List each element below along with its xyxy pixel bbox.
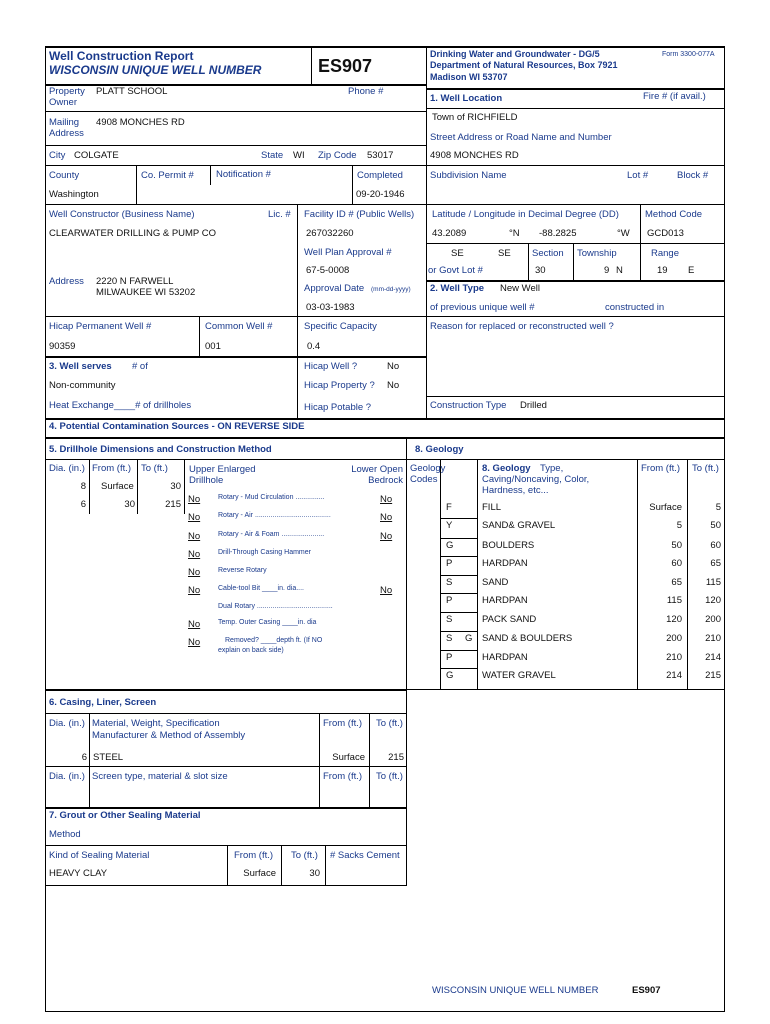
vline [210,165,211,185]
casing-col-material2: Manufacturer & Method of Assembly [92,730,246,741]
township-label: Township [577,248,617,259]
street-value: 4908 MONCHES RD [430,150,519,161]
hicap-well-value: No [387,361,400,372]
geology-row-divider [440,612,478,613]
method-label: Rotary - Air ....................................... [218,512,331,519]
hline [45,165,426,166]
hline [426,280,724,282]
method-upper: No [188,512,201,523]
constructor-address-line1: 2220 N FARWELL [96,276,174,287]
approval-value: 03-03-1983 [306,302,355,313]
report-title: Well Construction Report [49,49,194,63]
casing-row-from: Surface [332,752,365,763]
section-value: 30 [535,265,546,276]
location-title: 1. Well Location [430,93,503,104]
method-upper: No [188,549,201,560]
section-label: Section [532,248,564,259]
completed-value: 09-20-1946 [356,189,405,200]
casing-row-material: STEEL [93,752,124,763]
vline [640,243,641,280]
lic-label: Lic. # [268,209,291,220]
method-lower: No [380,512,393,523]
geology-description: HARDPAN [482,595,528,606]
geology-description: BOULDERS [482,540,535,551]
grout-title: 7. Grout or Other Sealing Material [49,810,201,821]
geology-description: HARDPAN [482,652,528,663]
grout-sacks-label: # Sacks Cement [330,850,400,861]
geology-from: 210 [666,652,682,663]
vline [281,845,282,885]
range-label: Range [651,248,679,259]
geology-to: 60 [710,540,721,551]
geology-desc-label1: Type, [540,463,564,474]
latlon-label: Latitude / Longitude in Decimal Degree (DD) [432,209,619,220]
town-value: Town of RICHFIELD [432,112,518,123]
vline [227,845,228,885]
geology-code: S [446,577,453,588]
geology-title: 8. Geology [415,444,464,455]
casing-col-to: To (ft.) [376,718,403,729]
well-type-title: 2. Well Type [430,283,485,294]
geology-from: 60 [671,558,682,569]
vline [573,243,574,280]
constructed-label: constructed in [605,302,665,313]
geology-from: 200 [666,633,682,644]
geology-to: 115 [705,577,721,588]
vline [199,316,200,356]
geology-code: S [446,633,453,644]
well-type-value: New Well [500,283,540,294]
grout-to-label: To (ft.) [291,850,318,861]
grout-to-value: 30 [309,868,320,879]
approval-format: (mm-dd-yyyy) [371,286,411,293]
geology-to: 215 [705,670,721,681]
completed-label: Completed [357,170,403,181]
casing-col-material1: Material, Weight, Specification [92,718,220,729]
drillhole-row1-to: 30 [170,481,181,492]
quarter-2: SE [498,248,511,259]
geology-row-divider [440,556,478,557]
vline [406,689,407,809]
method-label: Dual Rotary ....................................... [218,603,333,610]
hline [426,396,724,397]
geology-to: 120 [705,595,721,606]
method-label: Method Code [645,209,703,220]
hline [407,459,725,460]
vline [440,459,441,689]
city-value: COLGATE [74,150,119,161]
method-label: Rotary - Mud Circulation ............... [218,494,325,501]
phone-label: Phone # [348,86,384,97]
method-label: Cable-tool Bit ____in. dia.... [218,585,304,592]
geology-description: SAND & BOULDERS [482,633,573,644]
geology-desc-title: 8. Geology [482,463,531,474]
report-subtitle: WISCONSIN UNIQUE WELL NUMBER [49,63,262,77]
vline [640,204,641,243]
drillhole-col-dia: Dia. (in.) [49,463,85,474]
geology-description: PACK SAND [482,614,537,625]
geology-from: 120 [666,614,682,625]
hicap-property-value: No [387,380,400,391]
common-value: 001 [205,341,221,352]
geology-row-divider [440,631,478,632]
drillhole-row1-from: Surface [101,481,134,492]
casing-row-dia: 6 [81,752,87,763]
fire-label: Fire # (if avail.) [643,91,706,102]
owner-label: Owner [49,97,77,108]
hline [426,165,724,166]
geology-from: 115 [666,595,682,606]
vline [325,845,326,885]
geology-description: HARDPAN [482,558,528,569]
range-dir: E [688,265,695,276]
zip-value: 53017 [367,150,394,161]
hline [45,689,407,691]
casing-col-from: From (ft.) [323,718,363,729]
geology-description: WATER GRAVEL [482,670,556,681]
state-label: State [261,150,284,161]
casing-row-to: 215 [388,752,404,763]
well-serves-of: # of [132,361,148,372]
agency-line-2: Department of Natural Resources, Box 7921 [430,60,618,70]
well-number: ES907 [318,56,373,76]
hline [45,845,407,846]
geology-codes-label1: Geology [410,463,446,474]
casing-col-dia: Dia. (in.) [49,718,85,729]
construction-type-label: Construction Type [430,400,507,411]
geology-from: 214 [666,670,682,681]
constructor-address-line2: MILWAUKEE WI 53202 [96,287,196,298]
geology-code: F [446,502,452,513]
approval-label: Approval Date [304,283,365,294]
geology-row-divider [440,593,478,594]
vline [297,204,298,418]
well-serves-type: Non-community [49,380,116,391]
hline [45,437,725,439]
lat-value: 43.2089 [432,228,467,239]
method-upper: No [188,619,201,630]
upper-label-1: Upper Enlarged [189,464,256,475]
geology-code: G [446,670,454,681]
mailing-address-label: Address [49,128,84,139]
upper-label-2: Drillhole [189,475,224,486]
lower-label-1: Lower Open [351,464,403,475]
grout-from-label: From (ft.) [234,850,274,861]
hline [45,111,426,112]
hline [45,204,426,205]
hline [45,418,725,420]
vline [406,809,407,885]
col-divider [426,46,427,419]
title-divider [311,46,312,84]
vline [477,459,478,689]
agency-line-3: Madison WI 53707 [430,72,508,82]
drillhole-col-to: To (ft.) [141,463,168,474]
govt-lot-label: or Govt Lot # [428,265,483,276]
range-value: 19 [657,265,668,276]
zip-label: Zip Code [318,150,357,161]
geology-row-divider [440,518,478,519]
hline [426,204,724,205]
subdivision-label: Subdivision Name [430,170,507,181]
drillhole-row2-to: 215 [165,499,181,510]
method-upper: No [188,494,201,505]
heat-exchange-label: Heat Exchange____# of drillholes [49,400,192,411]
geology-to: 5 [715,502,721,513]
method-upper: No [188,531,201,542]
hicap-perm-label: Hicap Permanent Well # [49,321,152,332]
screen-col-to: To (ft.) [376,771,403,782]
construction-type-value: Drilled [520,400,547,411]
casing-title: 6. Casing, Liner, Screen [49,697,157,708]
county-value: Washington [49,189,99,200]
lon-value: -88.2825 [539,228,577,239]
geology-code: S [446,614,453,625]
frame-top [45,46,725,48]
drillhole-row2-dia: 6 [80,499,86,510]
geology-to: 65 [710,558,721,569]
county-label: County [49,170,80,181]
geology-code-2: G [465,633,473,644]
geology-row-divider [440,668,478,669]
method-lower: No [380,531,393,542]
geology-from: 5 [676,520,682,531]
vline [184,459,185,514]
block-label: Block # [677,170,709,181]
agency-bottom [426,88,724,90]
plan-label: Well Plan Approval # [304,247,392,258]
geology-description: FILL [482,502,502,513]
geology-to: 50 [710,520,721,531]
hline [45,713,407,714]
geology-from: Surface [649,502,682,513]
reason-label: Reason for replaced or reconstructed well ? [430,321,614,332]
hicap-potable-label: Hicap Potable ? [304,402,372,413]
hline [45,145,426,146]
geology-from-label: From (ft.) [641,463,681,474]
well-serves-title: 3. Well serves [49,361,112,372]
method-label: Temp. Outer Casing ____in. dia [218,619,317,626]
quarter-1: SE [451,248,464,259]
vline [89,459,90,514]
facility-label: Facility ID # (Public Wells) [304,209,415,220]
lot-label: Lot # [627,170,649,181]
geology-from: 50 [671,540,682,551]
method-lower: No [380,585,393,596]
hline [45,316,426,317]
state-value: WI [293,150,305,161]
geology-to: 210 [705,633,721,644]
plan-value: 67-5-0008 [306,265,350,276]
hline [426,243,724,244]
form-number: Form 3300-077A [662,51,715,58]
geology-code: P [446,558,453,569]
grout-kind-label: Kind of Sealing Material [49,850,150,861]
property-label: Property [49,86,85,97]
hline [45,807,407,809]
geology-description: SAND [482,577,509,588]
common-label: Common Well # [205,321,273,332]
geology-codes-label2: Codes [410,474,438,485]
permit-label: Co. Permit # [141,170,194,181]
township-value: 9 [604,265,610,276]
geology-code: P [446,595,453,606]
geology-row-divider [440,650,478,651]
drillhole-title: 5. Drillhole Dimensions and Construction Method [49,444,272,455]
vline [352,165,353,204]
agency-line-1: Drinking Water and Groundwater - DG/5 [430,49,600,59]
business-value: CLEARWATER DRILLING & PUMP CO [49,228,216,239]
vline [137,459,138,514]
mailing-label: Mailing [49,117,80,128]
frame-right [724,46,725,1012]
geology-code: Y [446,520,453,531]
township-dir: N [616,265,623,276]
hline [45,356,426,358]
geology-desc-label3: Hardness, etc... [482,485,549,496]
capacity-value: 0.4 [307,341,321,352]
capacity-label: Specific Capacity [304,321,377,332]
street-label: Street Address or Road Name and Number [430,132,612,143]
method-label: Drill-Through Casing Hammer [218,549,311,556]
method-lower: No [380,494,393,505]
hline [45,885,407,886]
hicap-perm-value: 90359 [49,341,76,352]
hline [45,459,407,460]
vline [528,243,529,280]
geology-to-label: To (ft.) [692,463,719,474]
property-value: PLATT SCHOOL [96,86,168,97]
geology-description: SAND& GRAVEL [482,520,556,531]
vline [406,437,407,689]
screen-col-from: From (ft.) [323,771,363,782]
method-upper: No [188,567,201,578]
hicap-well-label: Hicap Well ? [304,361,358,372]
vline [89,713,90,808]
mailing-value: 4908 MONCHES RD [96,117,185,128]
geology-row-divider [440,575,478,576]
lower-label-2: Bedrock [368,475,403,486]
hicap-property-label: Hicap Property ? [304,380,375,391]
grout-method-label: Method [49,829,81,840]
business-label: Well Constructor (Business Name) [49,209,195,220]
method-label: Rotary - Air & Foam ...................... [218,531,325,538]
drillhole-row1-dia: 8 [80,481,86,492]
removed-line1: Removed? ____depth ft. (If NO [225,637,323,644]
method-label: Reverse Rotary [218,567,267,574]
removed-upper: No [188,637,201,648]
constructor-address-label: Address [49,276,84,287]
geology-from: 65 [671,577,682,588]
drillhole-row2-from: 30 [124,499,135,510]
screen-col-dia: Dia. (in.) [49,771,85,782]
vline [136,165,137,204]
geology-code: P [446,652,453,663]
geology-row-divider [440,538,478,539]
hline [407,689,725,690]
grout-kind-value: HEAVY CLAY [49,868,108,879]
geology-desc-label2: Caving/Noncaving, Color, [482,474,590,485]
frame-left [45,46,46,1012]
frame-bottom [45,1011,725,1012]
method-upper: No [188,585,201,596]
screen-label: Screen type, material & slot size [92,771,228,782]
notification-label: Notification # [216,169,271,180]
lon-unit: °W [617,228,630,239]
drillhole-col-from: From (ft.) [92,463,132,474]
lat-unit: °N [509,228,520,239]
removed-line2: explain on back side) [218,647,284,654]
hline [45,766,407,767]
hline [426,316,724,317]
geology-to: 200 [705,614,721,625]
city-label: City [49,150,66,161]
previous-well-label: of previous unique well # [430,302,535,313]
footer-number: ES907 [632,985,661,996]
footer-label: WISCONSIN UNIQUE WELL NUMBER [432,985,599,996]
method-value: GCD013 [647,228,684,239]
geology-code: G [446,540,454,551]
grout-from-value: Surface [243,868,276,879]
contamination-title: 4. Potential Contamination Sources - ON REVERSE SIDE [49,421,305,432]
facility-value: 267032260 [306,228,354,239]
hline [426,108,724,109]
geology-to: 214 [705,652,721,663]
